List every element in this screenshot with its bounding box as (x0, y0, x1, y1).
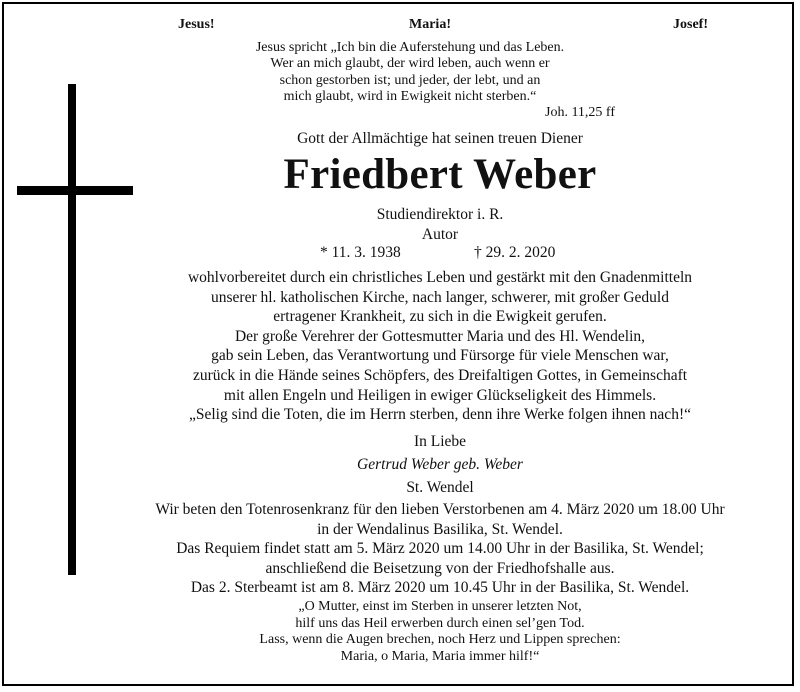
service-line: anschließend die Beisetzung von der Friedhofshalle aus. (265, 559, 615, 577)
mourner-name: Gertrud Weber geb. Weber (357, 456, 523, 473)
quote-line: mich glaubt, wird in Ewigkeit nicht sterben.“ (283, 88, 537, 104)
bible-quote (200, 40, 620, 105)
body-line: wohlvorbereitet durch ein christliches Leben und gestärkt mit den Gnadenmitteln (187, 269, 693, 286)
service-info (120, 500, 760, 598)
title-line: Studiendirektor i. R. (376, 206, 504, 223)
body-line: unserer hl. katholischen Kirche, nach langer, schwerer, mit großer Geduld (211, 288, 669, 306)
obituary-body (120, 268, 760, 425)
cross-icon-bar (17, 186, 133, 195)
header-jesus: Jesus! (178, 17, 215, 32)
death-date: † 29. 2. 2020 (474, 244, 556, 261)
prayer-line: „O Mutter, einst im Sterben in unserer letzten Not, (298, 599, 582, 614)
title-line: Autor (421, 226, 459, 243)
quote-line: schon gestorben ist; und jeder, der lebt, und an (279, 72, 541, 88)
body-line: „Selig sind die Toten, die im Herrn sterben, denn ihre Werke folgen ihnen nach!“ (189, 406, 691, 424)
header-maria: Maria! (409, 17, 451, 32)
body-line: gab sein Leben, das Verantwortung und Fürsorge für viele Menschen war, (211, 347, 669, 365)
body-line: ertragener Krankheit, zu sich in die Ewigkeit gerufen. (273, 308, 607, 326)
body-line: Der große Verehrer der Gottesmutter Maria und des Hl. Wendelin, (234, 327, 646, 345)
closing-prayer (120, 599, 760, 665)
birth-date: * 11. 3. 1938 (320, 244, 401, 261)
body-line: mit allen Engeln und Heiligen in ewiger Glückseligkeit des Himmels. (223, 386, 657, 404)
cross-icon (68, 84, 76, 575)
prayer-line: Maria, o Maria, Maria immer hilf!“ (340, 648, 540, 664)
intro-text: Gott der Allmächtige hat seinen treuen Diener (297, 130, 583, 147)
in-liebe: In Liebe (413, 433, 467, 450)
quote-reference: Joh. 11,25 ff (545, 105, 615, 120)
body-line: zurück in die Hände seines Schöpfers, des Dreifaltigen Gottes, in Gemeinschaft (192, 366, 688, 384)
header-josef: Josef! (673, 17, 708, 32)
place: St. Wendel (406, 479, 474, 496)
service-line: Das 2. Sterbeamt ist am 8. März 2020 um 10.45 Uhr in der Basilika, St. Wendel. (190, 579, 690, 597)
prayer-line: hilf uns das Heil erwerben durch einen sel’gen Tod. (295, 615, 585, 631)
prayer-line: Lass, wenn die Augen brechen, noch Herz und Lippen sprechen: (259, 632, 621, 648)
quote-line: Jesus spricht „Ich bin die Auferstehung und das Leben. (255, 40, 565, 55)
service-line: in der Wendalinus Basilika, St. Wendel. (317, 520, 563, 538)
deceased-name: Friedbert Weber (283, 151, 597, 198)
service-line: Wir beten den Totenrosenkranz für den lieben Verstorbenen am 4. März 2020 um 18.00 Uhr (155, 501, 725, 518)
quote-line: Wer an mich glaubt, der wird leben, auch wenn er (270, 56, 550, 72)
service-line: Das Requiem findet statt am 5. März 2020 um 14.00 Uhr in der Basilika, St. Wendel; (176, 540, 704, 558)
